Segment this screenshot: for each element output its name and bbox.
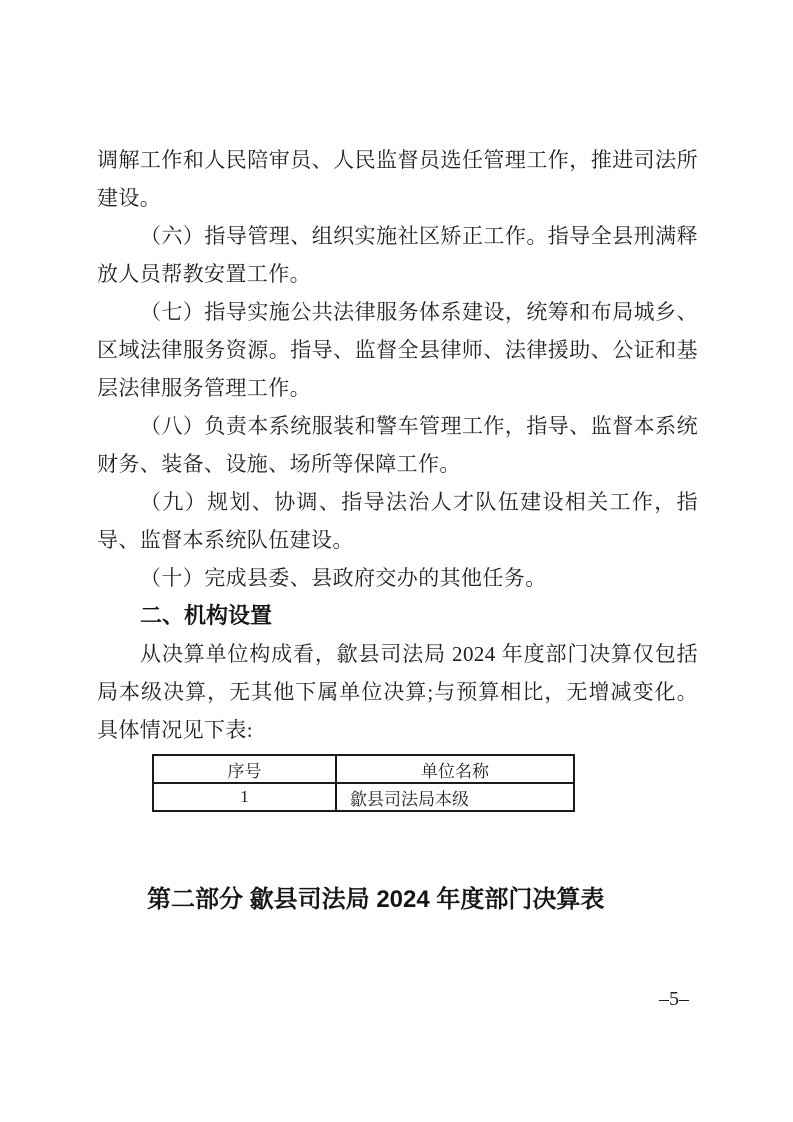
paragraph-continuation: 调解工作和人民陪审员、人民监督员选任管理工作，推进司法所建设。 [97,148,698,210]
document-body [97,141,698,915]
table-cell-unit-name: 歙县司法局本级 [336,783,574,811]
table-header-index: 序号 [153,755,336,783]
paragraph-duty-9: （九）规划、协调、指导法治人才队伍建设相关工作，指导、监督本系统队伍建设。 [97,490,698,552]
table-row [153,783,574,811]
paragraph-duty-7: （七）指导实施公共法律服务体系建设，统筹和布局城乡、区域法律服务资源。指导、监督全县律师、法律援助、公证和基层法律服务管理工作。 [97,300,698,400]
section-heading-organization: 二、机构设置 [140,603,273,628]
paragraph-duty-10: （十）完成县委、县政府交办的其他任务。 [140,566,547,590]
table-header-unit-name: 单位名称 [336,755,574,783]
table-cell-index: 1 [153,783,336,811]
paragraph-organization: 从决算单位构成看，歙县司法局 2024 年度部门决算仅包括局本级决算，无其他下属单位决算;与预算相比，无增减变化。具体情况见下表: [97,642,698,742]
unit-table [152,754,575,812]
table-header-row [153,755,574,783]
paragraph-duty-8: （八）负责本系统服装和警车管理工作，指导、监督本系统财务、装备、设施、场所等保障工作。 [97,414,698,476]
page-number: –5– [659,988,689,1010]
paragraph-duty-6: （六）指导管理、组织实施社区矫正工作。指导全县刑满释放人员帮教安置工作。 [97,224,698,286]
part-heading: 第二部分 歙县司法局 2024 年度部门决算表 [147,886,605,913]
